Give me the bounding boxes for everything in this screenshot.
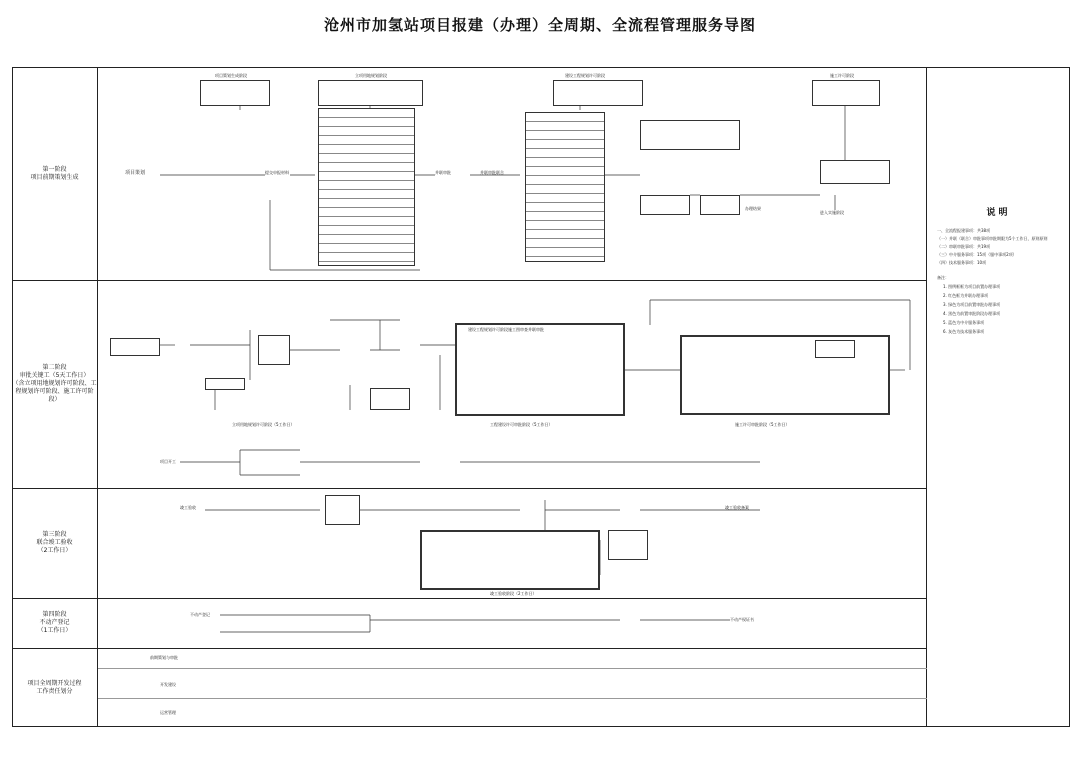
legend-item: （一）并联（联合）审批事项审批期限为5个工作日，原则原则 [937, 236, 1048, 241]
phase2-caption: 施工许可审批阶段（5工作日） [735, 422, 790, 427]
phase1-header: 项目策划生成阶段 [215, 73, 247, 78]
phase3-end: 竣工验收备案 [725, 505, 749, 510]
phase1-desc-box [200, 80, 270, 106]
phase1-step: 办理结果 [745, 206, 761, 211]
phase3-accept-box [420, 530, 600, 590]
stage-5-label: 项目全周期开发过程 工作责任划分 [27, 679, 82, 695]
phase2-start-box [110, 338, 160, 356]
legend-item: （四）技术服务事项：10项 [937, 260, 987, 265]
legend-note: 4. 黑色为前置审批阶段办理事项 [943, 311, 1001, 316]
phase1-item-list [318, 108, 415, 266]
phase1-step: 并联审批联合 [480, 170, 504, 175]
phase1-item-list [525, 112, 605, 262]
phase1-header: 施工许可阶段 [830, 73, 854, 78]
stage-1-label: 第一阶段 项目前期策划生成 [30, 165, 79, 181]
phase1-step: 并联审批 [435, 170, 451, 175]
phase2-sub-box [815, 340, 855, 358]
phase1-start: 项目策划 [125, 170, 146, 176]
phase3-caption: 竣工验收阶段（2工作日） [490, 591, 537, 596]
legend-note: 6. 灰色为技术服务事项 [943, 329, 985, 334]
legend-item: （二）串联审批事项：共19项 [937, 244, 991, 249]
phase3-box [325, 495, 360, 525]
phase4-start: 不动产登记 [190, 612, 210, 617]
phase1-desc-box [553, 80, 643, 106]
legend-notes-title: 备注： [937, 275, 949, 280]
phase4-end: 不动产权证书 [730, 617, 754, 622]
phase2-right-box [680, 335, 890, 415]
legend-title: 说明 [986, 208, 1011, 218]
responsibility-row: 运营管理 [160, 710, 176, 715]
responsibility-row: 开发建设 [160, 682, 176, 687]
phase1-sub-box [820, 160, 890, 184]
phase1-end: 进入实施阶段 [820, 210, 844, 215]
phase1-desc-box [318, 80, 423, 106]
stage-4-label: 第四阶段 不动产登记 （1工作日） [37, 611, 72, 634]
phase1-sub-box [640, 120, 740, 150]
legend-item: 一、全流程报建事项：共38项 [937, 228, 991, 233]
phase1-header: 立项用地规划阶段 [355, 73, 387, 78]
phase2-box [205, 378, 245, 390]
phase2-center-box [455, 323, 625, 416]
phase2-caption: 工程建设许可审批阶段（5工作日） [490, 422, 553, 427]
phase2-box [258, 335, 290, 365]
phase2-caption: 立项用地规划许可阶段（5工作日） [232, 422, 295, 427]
phase2-center-header: 建设工程规划许可阶段施工图审查并联审批 [468, 327, 544, 332]
phase2-box [370, 388, 410, 410]
phase3-start: 竣工验收 [180, 505, 196, 510]
legend-note: 3. 绿色为项目前置审批办理事项 [943, 302, 1001, 307]
stage-2-label: 第二阶段 审批关键工（5天工作日） （含立项用地规划许可阶段、工程规划许可阶段、施工许可阶段） [12, 364, 97, 403]
legend-item: （三）中介服务事项：15项（服中事项2项） [937, 252, 1017, 257]
phase1-sub-box [700, 195, 740, 215]
responsibility-row: 前期策划与审批 [150, 655, 178, 660]
stage-3-label: 第三阶段 联合竣工验收 （2工作日） [36, 531, 73, 554]
phase1-header: 建设工程规划许可阶段 [565, 73, 605, 78]
legend-note: 2. 红色框为并联办理事项 [943, 293, 989, 298]
phase2-bottom-start: 项目开工 [160, 459, 176, 464]
page-title: 沧州市加氢站项目报建（办理）全周期、全流程管理服务导图 [323, 16, 756, 34]
phase3-box [608, 530, 648, 560]
legend-note: 5. 蓝色为中介服务事项 [943, 320, 985, 325]
phase1-sub-box [640, 195, 690, 215]
phase1-desc-box [812, 80, 880, 106]
phase1-step: 提交申报材料 [265, 170, 289, 175]
legend-note: 1. 图例框框为项目前置办理事项 [943, 284, 1001, 289]
